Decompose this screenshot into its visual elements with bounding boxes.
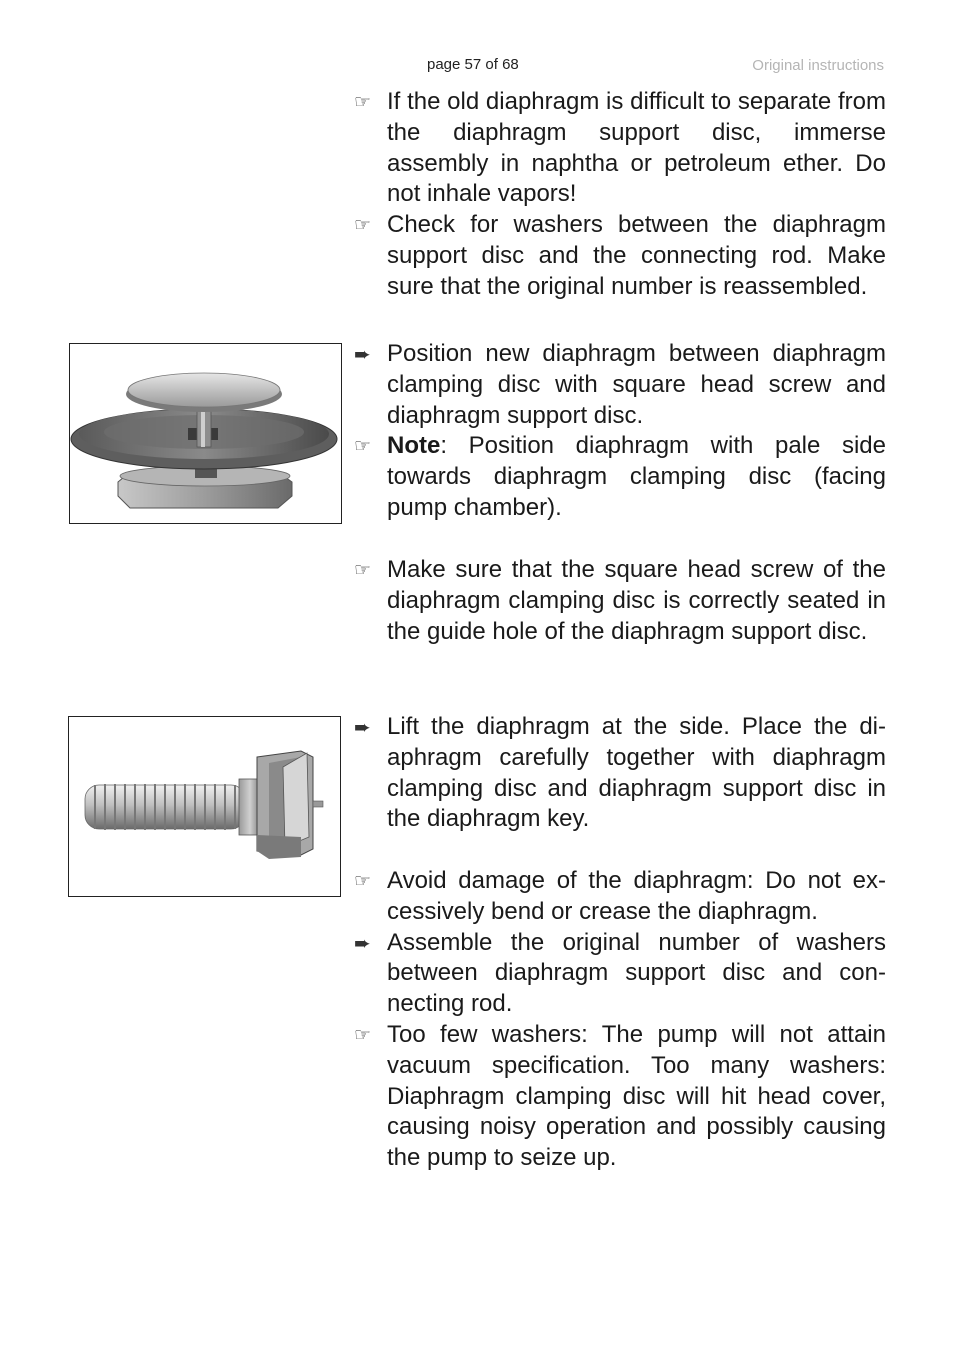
instruction-text: : Position diaphragm with pale side towards diaphragm clamping disc (facing pump chamber). [387,432,886,521]
arrow-right-icon: ➨ [354,930,371,955]
instruction-text: Lift the diaphragm at the side. Place the diaphragm carefully together with diaphragm clamping disc and diaphragm support disc in the diaphragm key. [387,713,886,833]
pointing-hand-icon: ☞ [354,870,372,892]
figure-diaphragm-key [68,716,341,897]
document-title: Original instructions [752,57,884,74]
instruction-item [354,928,886,1020]
arrow-right-icon: ➨ [354,342,371,366]
instruction-item [354,210,886,302]
instruction-text: Too few washers: The pump will not attain vacuum specification. Too many washers: Diaphragm clamping disc will hit head cover, causing noisy operation and possibly causing the pump to seize up. [387,1020,886,1172]
instruction-text: Assemble the original number of washers between diaphragm support disc and connecting rod. [387,928,886,1018]
diaphragm-assembly-illustration-icon [70,344,340,522]
instruction-block-1 [354,87,886,303]
arrow-right-icon: ➨ [354,715,371,739]
instruction-block-5 [354,866,886,1174]
figure-diaphragm-assembly [69,343,342,524]
instruction-text: Avoid damage of the diaphragm: Do not excessively bend or crease the diaphragm. [387,867,886,925]
pointing-hand-icon: ☞ [354,559,372,581]
instruction-text: If the old diaphragm is difficult to separate from the diaphragm support disc, immerse assembly in naphtha or petroleum ether. Do not inhale vapors! [387,88,886,208]
instruction-item [354,339,886,431]
pointing-hand-icon: ☞ [354,1023,372,1046]
instruction-block-3 [354,555,886,647]
pointing-hand-icon: ☞ [354,214,372,237]
instruction-item [354,712,886,835]
page-number: page 57 of 68 [427,56,519,73]
instruction-item [354,87,886,210]
instruction-block-2 [354,339,886,524]
instruction-text: Make sure that the square head screw of the diaphragm clamping disc is correctly seated in the guide hole of the diaphragm support disc. [387,556,886,645]
instruction-item [354,866,886,928]
diaphragm-key-illustration-icon [69,717,339,895]
instruction-item [354,431,886,523]
instruction-item [354,1020,886,1174]
pointing-hand-icon: ☞ [354,91,372,113]
note-label: Note [387,432,441,460]
instruction-text: Position new diaphragm between diaphragm clamping disc with square head screw and diaphragm support disc. [387,340,886,429]
pointing-hand-icon: ☞ [354,435,372,458]
instruction-text: Check for washers between the diaphragm support disc and the connecting rod. Make sure that the original number is reassembled. [387,211,886,300]
instruction-item [354,555,886,647]
instruction-block-4 [354,712,886,835]
